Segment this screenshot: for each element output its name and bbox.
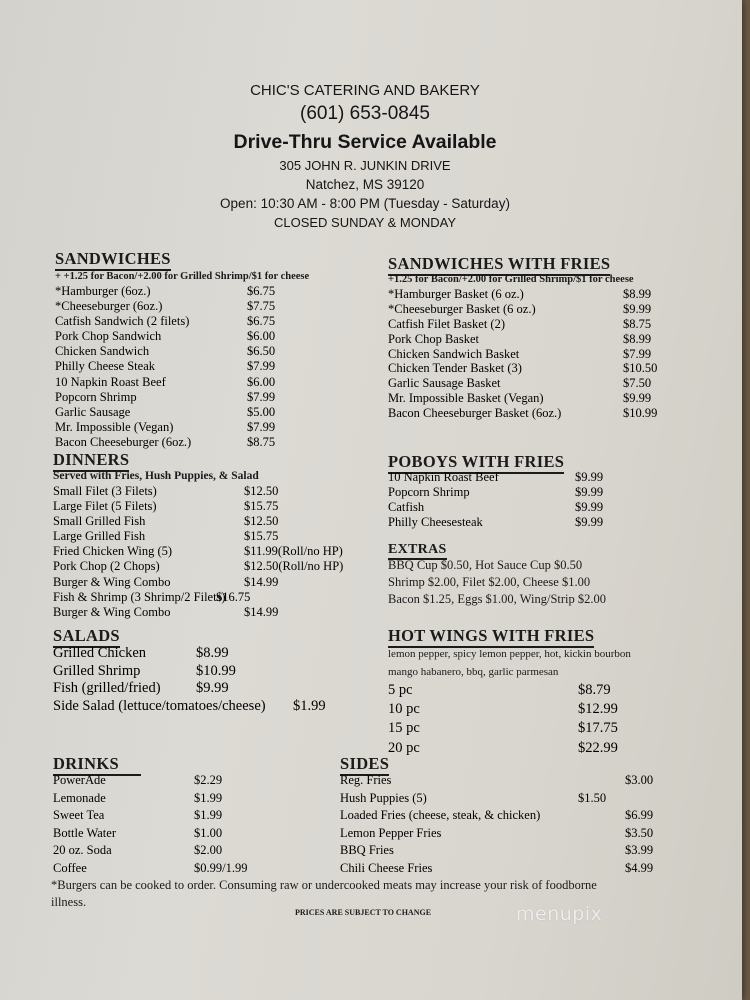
menu-item-price: $9.99 xyxy=(575,484,604,499)
menu-item-name: Burger & Wing Combo xyxy=(53,604,171,619)
menu-item-row xyxy=(388,739,648,758)
menu-item-name: Large Filet (5 Filets) xyxy=(53,499,157,514)
menu-item-name: Catfish xyxy=(388,499,425,514)
menu-item-row xyxy=(340,807,660,825)
menu-item-row xyxy=(55,344,295,359)
menu-item-price: $6.00 xyxy=(247,329,276,344)
business-name: CHIC'S CATERING AND BAKERY xyxy=(250,82,480,99)
sandwiches-with-fries-list xyxy=(388,287,688,421)
menu-item-row xyxy=(55,420,295,435)
menu-item-row xyxy=(388,376,688,391)
menu-item-price: $6.50 xyxy=(247,344,276,359)
menu-item-price: $15.75 xyxy=(244,529,279,544)
sandwiches-with-fries-note: +1.25 for Bacon/+2.00 for Grilled Shrimp/$1 for cheese xyxy=(388,274,634,285)
menu-item-name: 10 pc xyxy=(388,701,420,718)
menu-item-row xyxy=(388,361,688,376)
menu-item-name: BBQ Fries xyxy=(340,843,394,858)
menu-item-name: Garlic Sausage Basket xyxy=(388,376,501,391)
menu-item-price: $8.99 xyxy=(196,645,229,661)
menu-item-row xyxy=(53,544,373,559)
menu-item-name: Chicken Sandwich Basket xyxy=(388,346,520,361)
hot-wings-title: HOT WINGS WITH FRIES xyxy=(388,626,594,646)
menu-item-name: Loaded Fries (cheese, steak, & chicken) xyxy=(340,808,541,823)
menu-item-price: $4.99 xyxy=(625,860,654,875)
salads-title: SALADS xyxy=(53,626,120,646)
menu-item-name: Hush Puppies (5) xyxy=(340,790,427,805)
menu-item-price: $22.99 xyxy=(578,739,618,756)
menu-item-price: $6.00 xyxy=(247,374,276,389)
menu-item-name: Fish (grilled/fried) xyxy=(53,680,161,697)
menu-item-price: $12.50 xyxy=(244,484,279,498)
menu-item-row xyxy=(53,790,313,808)
menu-item-price: $2.29 xyxy=(194,773,223,787)
menu-item-row xyxy=(388,500,628,515)
menu-item-price: $12.50 xyxy=(244,514,279,529)
menu-item-price: $12.99 xyxy=(578,701,618,718)
menu-item-price: $1.50 xyxy=(578,790,607,805)
menu-item-row xyxy=(55,359,295,374)
menu-item-name: Popcorn Shrimp xyxy=(388,484,470,499)
menu-item-price: $7.50 xyxy=(623,376,652,391)
menu-item-row xyxy=(55,405,295,420)
menu-item-price: $15.75 xyxy=(244,499,279,514)
menu-item-price: $9.99 xyxy=(575,499,604,514)
menu-item-price: $8.99 xyxy=(623,331,652,346)
menu-item-name: Bacon Cheeseburger (6oz.) xyxy=(55,434,192,449)
menu-item-name: Fried Chicken Wing (5) xyxy=(53,544,173,559)
menu-item-row xyxy=(55,329,295,344)
menu-item-price: $5.00 xyxy=(247,404,276,419)
menupix-watermark: menupix xyxy=(516,903,603,925)
menu-item-name: 20 pc xyxy=(388,739,420,756)
menu-item-price: $17.75 xyxy=(578,720,618,737)
menu-item-price: $10.99 xyxy=(196,662,236,679)
menu-item-name: Mr. Impossible Basket (Vegan) xyxy=(388,391,544,406)
menu-item-price: $2.00 xyxy=(194,843,223,858)
sandwiches-title: SANDWICHES xyxy=(55,249,171,269)
menu-item-price: $6.75 xyxy=(247,314,276,329)
menu-item-name: Philly Cheese Steak xyxy=(55,359,155,374)
menu-item-row xyxy=(340,790,660,808)
menu-item-name: Pork Chop Basket xyxy=(388,331,479,346)
closed-days: CLOSED SUNDAY & MONDAY xyxy=(273,215,457,230)
menu-item-price: $0.99/1.99 xyxy=(194,860,248,875)
menu-item-name: Reg. Fries xyxy=(340,773,392,787)
menu-item-price: $7.75 xyxy=(247,299,276,314)
sandwiches-note: + +1.25 for Bacon/+2.00 for Grilled Shrimp/$1 for cheese xyxy=(55,271,310,282)
menu-item-row xyxy=(53,825,313,843)
menu-item-row xyxy=(55,314,295,329)
menu-item-name: Lemonade xyxy=(53,790,106,805)
menu-item-name: Fish & Shrimp (3 Shrimp/2 Filets) xyxy=(53,589,226,604)
extras-line-2: Shrimp $2.00, Filet $2.00, Cheese $1.00 xyxy=(388,575,591,589)
menu-item-name: *Hamburger Basket (6 oz.) xyxy=(388,287,524,301)
menu-item-row xyxy=(55,299,295,314)
menu-item-price: $9.99 xyxy=(575,470,604,484)
menu-item-row xyxy=(388,317,688,332)
menu-item-price: $7.99 xyxy=(247,419,276,434)
menu-item-row xyxy=(388,681,648,700)
hot-wings-flavors-1: lemon pepper, spicy lemon pepper, hot, kickin bourbon xyxy=(388,648,631,660)
menu-item-price: $7.99 xyxy=(247,359,276,374)
salads-list xyxy=(53,645,373,715)
menu-item-row xyxy=(55,375,295,390)
address-line-1: 305 JOHN R. JUNKIN DRIVE xyxy=(279,158,451,173)
menu-item-row xyxy=(53,680,373,698)
drinks-title: DRINKS xyxy=(53,754,141,774)
menu-item-price: $14.99 xyxy=(244,604,279,619)
menu-item-row xyxy=(53,860,313,878)
menu-item-name: Bottle Water xyxy=(53,825,116,840)
menu-item-name: *Cheeseburger (6oz.) xyxy=(55,299,163,314)
menu-item-price: $10.50 xyxy=(623,361,658,376)
menu-item-price: $6.99 xyxy=(625,808,654,823)
menu-item-row xyxy=(388,406,688,421)
menu-item-price: $12.50(Roll/no HP) xyxy=(244,559,344,574)
hot-wings-list xyxy=(388,681,648,758)
drive-thru-banner: Drive-Thru Service Available xyxy=(233,131,497,153)
menu-item-price: $11.99(Roll/no HP) xyxy=(244,544,343,559)
poboys-title: POBOYS WITH FRIES xyxy=(388,452,564,472)
menu-item-row xyxy=(53,590,373,605)
disclaimer-line-2: illness. xyxy=(51,895,87,909)
sides-list xyxy=(340,772,660,878)
menu-item-name: Large Grilled Fish xyxy=(53,529,146,544)
menu-item-row xyxy=(53,663,373,681)
menu-item-price: $16.75 xyxy=(216,589,251,604)
menu-item-price: $9.99 xyxy=(623,391,652,406)
menu-item-price: $1.00 xyxy=(194,825,223,840)
menu-item-price: $1.99 xyxy=(293,697,326,714)
menu-item-price: $14.99 xyxy=(244,574,279,589)
menu-item-row xyxy=(53,529,373,544)
sandwiches-with-fries-title: SANDWICHES WITH FRIES xyxy=(388,254,610,274)
menu-item-name: Popcorn Shrimp xyxy=(55,389,137,404)
hot-wings-flavors-2: mango habanero, bbq, garlic parmesan xyxy=(388,666,559,678)
menu-item-row xyxy=(388,485,628,500)
menu-item-price: $8.79 xyxy=(578,682,611,698)
menu-item-row xyxy=(55,390,295,405)
poboys-list xyxy=(388,470,628,530)
prices-subject-to-change: PRICES ARE SUBJECT TO CHANGE xyxy=(295,908,432,917)
dinners-note: Served with Fries, Hush Puppies, & Salad xyxy=(53,470,259,482)
menu-item-price: $3.00 xyxy=(625,773,654,787)
menu-item-name: *Cheeseburger Basket (6 oz.) xyxy=(388,301,536,316)
menu-item-row xyxy=(340,860,660,878)
menu-item-price: $3.99 xyxy=(625,843,654,858)
menu-item-name: Small Filet (3 Filets) xyxy=(53,484,157,498)
menu-item-price: $8.99 xyxy=(623,287,652,301)
menu-item-price: $8.75 xyxy=(247,434,276,449)
menu-item-price: $8.75 xyxy=(623,316,652,331)
menu-item-price: $9.99 xyxy=(575,514,604,529)
menu-item-price: $10.99 xyxy=(623,406,658,421)
drinks-list xyxy=(53,772,313,878)
menu-item-name: Catfish Sandwich (2 filets) xyxy=(55,314,190,329)
phone-number: (601) 653-0845 xyxy=(300,103,430,124)
menu-item-row xyxy=(53,842,313,860)
menu-item-row xyxy=(388,719,648,738)
menu-item-name: Sweet Tea xyxy=(53,808,105,823)
menu-item-row xyxy=(388,470,628,485)
menu-item-name: Mr. Impossible (Vegan) xyxy=(55,419,174,434)
menu-item-row xyxy=(53,698,373,716)
extras-line-3: Bacon $1.25, Eggs $1.00, Wing/Strip $2.00 xyxy=(388,592,607,606)
menu-item-name: Grilled Shrimp xyxy=(53,662,141,679)
menu-item-price: $3.50 xyxy=(625,825,654,840)
dinners-title: DINNERS xyxy=(53,450,129,470)
menu-item-row xyxy=(340,772,660,790)
extras-line-1: BBQ Cup $0.50, Hot Sauce Cup $0.50 xyxy=(388,558,583,572)
menu-item-row xyxy=(388,287,688,302)
menu-item-name: Side Salad (lettuce/tomatoes/cheese) xyxy=(53,697,266,714)
menu-item-row xyxy=(53,499,373,514)
menu-item-price: $9.99 xyxy=(196,680,229,697)
menu-item-name: Chili Cheese Fries xyxy=(340,860,433,875)
menu-item-row xyxy=(340,825,660,843)
menu-item-name: Chicken Tender Basket (3) xyxy=(388,361,522,376)
disclaimer-line-1: *Burgers can be cooked to order. Consuming raw or undercooked meats may increase your risk of foodborne xyxy=(51,878,597,892)
menu-item-price: $7.99 xyxy=(247,389,276,404)
menu-item-name: Small Grilled Fish xyxy=(53,514,146,529)
menu-item-row xyxy=(53,807,313,825)
menu-item-row xyxy=(53,559,373,574)
menu-item-row xyxy=(388,515,628,530)
sandwiches-list xyxy=(55,284,295,450)
menu-item-name: PowerAde xyxy=(53,773,106,787)
menu-item-row xyxy=(53,514,373,529)
hours-text: Open: 10:30 AM - 8:00 PM (Tuesday - Saturday) xyxy=(220,196,510,211)
menu-item-price: $7.99 xyxy=(623,346,652,361)
menu-item-row xyxy=(53,605,373,620)
menu-item-name: Coffee xyxy=(53,860,87,875)
menu-item-row xyxy=(53,575,373,590)
menu-item-row xyxy=(388,332,688,347)
menu-item-row xyxy=(53,484,373,499)
address-line-2: Natchez, MS 39120 xyxy=(305,177,425,192)
menu-item-row xyxy=(55,284,295,299)
menu-item-row xyxy=(53,645,373,663)
menu-item-row xyxy=(55,435,295,450)
menu-item-name: 20 oz. Soda xyxy=(53,843,112,858)
menu-item-name: Catfish Filet Basket (2) xyxy=(388,316,505,331)
menu-item-name: Lemon Pepper Fries xyxy=(340,825,442,840)
menu-item-name: Bacon Cheeseburger Basket (6oz.) xyxy=(388,406,562,421)
menu-item-row xyxy=(388,391,688,406)
menu-item-row xyxy=(388,347,688,362)
menu-item-name: Chicken Sandwich xyxy=(55,344,150,359)
menu-item-row xyxy=(53,772,313,790)
menu-item-name: *Hamburger (6oz.) xyxy=(55,284,151,298)
menu-item-name: Grilled Chicken xyxy=(53,645,147,661)
menu-item-name: 10 Napkin Roast Beef xyxy=(388,470,499,484)
menu-item-price: $6.75 xyxy=(247,284,276,298)
menu-item-row xyxy=(340,842,660,860)
menu-item-price: $9.99 xyxy=(623,301,652,316)
menu-item-name: Garlic Sausage xyxy=(55,404,131,419)
menu-item-price: $1.99 xyxy=(194,808,223,823)
menu-item-price: $1.99 xyxy=(194,790,223,805)
menu-item-name: Pork Chop Sandwich xyxy=(55,329,162,344)
menu-item-name: Philly Cheesesteak xyxy=(388,514,483,529)
menu-item-name: 15 pc xyxy=(388,720,420,737)
menu-item-name: Pork Chop (2 Chops) xyxy=(53,559,160,574)
extras-title: EXTRAS xyxy=(388,542,447,558)
menu-item-row xyxy=(388,700,648,719)
menu-item-row xyxy=(388,302,688,317)
menu-item-name: 5 pc xyxy=(388,682,413,698)
menu-item-name: 10 Napkin Roast Beef xyxy=(55,374,166,389)
sides-title: SIDES xyxy=(340,754,389,774)
dinners-list xyxy=(53,484,373,620)
menu-item-name: Burger & Wing Combo xyxy=(53,574,171,589)
